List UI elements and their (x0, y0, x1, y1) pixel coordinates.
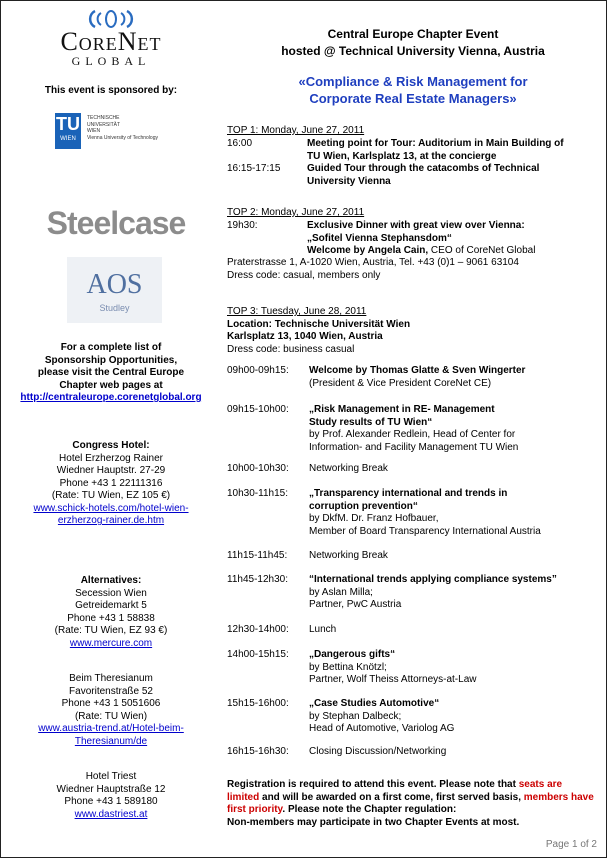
document-page: CoreNet GLOBAL This event is sponsored by: TU WIEN TECHNISCHE UNIVERSITÄT WIEN Vienna University of Technology Steelcase AOS Studley For a complete list of Sponsorship Opportunities, please visit the Central Europe Chapter web pages at http://centraleurope.corenetglobal.org Congress Hotel: Hotel Erzherzog Rainer Wiedner Hauptstr. 27-29 Phone +43 1 22111316 (Rate: TU Wien, EZ 105 €) www.schick-hotels.com/hotel-wien- erzherzog-rainer.de.htm Alternatives: Secession Wien Getreidemarkt 5 Phone +43 1 58838 (Rate: TU Wien, EZ 93 €) www.mercure.com Beim Theresianum Favoritenstraße 52 Phone +43 1 5051606 (Rate: TU Wien) www.austria-trend.at/Hotel-beim- Theresianum/de Hotel Triest Wiedner Hauptstraße 12 Phone +43 1 589180 www.dastriest.at Central Europe Chapter Event hosted @ Technical University Vienna, Austria «Compliance & Risk Management for Corporate Real Estate Managers» TOP 1: Monday, June 27, 2011 16:00 Meeting point for Tour: Auditorium in Main Building of TU Wien, Karlsplatz 13, at the concierge 16:15-17:15 Guided Tour through the catacombs of Technical University Vienna TOP 2: Monday, June 27, 2011 19h30: Exclusive Dinner with great view over Vienna: „Sofitel Vienna Stephansdom“ Welcome by Angela Cain, CEO of CoreNet Global Praterstrasse 1, A-1020 Wien, Austria, Tel. +43 (0)1 – 9061 63104 Dress code: casual, members only TOP 3: Tuesday, June 28, 2011 Location: Technische Universität Wien Karlsplatz 13, 1040 Wien, Austria Dress code: business casual 09h00-09h15: Welcome by Thomas Glatte & Sven Wingerter (President & Vice President CoreNet CE) 09h15-10h00: „Risk Management in RE- Management Study results of TU Wien“ by Prof. Alexander Redlein, Head of Center for Information- and Facility Management TU Wien 10h00-10h30: Networking Break 10h30-11h15: „Transparency international and trends in corruption prevention“ by DkfM. Dr. Franz Hofbauer, Member of Board Transparency International Austria 11h15-11h45: Networking Break 11h45-12h30: “International trends applying compliance systems” by Aslan Milla; Partner, PwC Austria 12h30-14h00: Lunch 14h00-15h15: „Dangerous gifts“ by Bettina Knötzl; Partner, Wolf Theiss Attorneys-at-Law 15h15-16h00: „Case Studies Automotive“ by Stephan Dalbeck; Head of Automotive, Variolog AG 16h15-16h30: Closing Discussion/Networking Registration is required to attend this event. Please note that seats are limited and will be awarded on a first come, first served basis, members have first priority. Please note the Chapter regulation: Non-members may participate in two Chapter Events at most. Page 1 of 2 (0, 0, 607, 858)
registration-note: Registration is required to attend this event. Please note that seats are limited and will be awarded on a first come, first served basis, members have first priority. Please note the Chapter regulation: Non-members may participate in two Chapter Events at most. (227, 779, 594, 828)
sponsorship-info: For a complete list of Sponsorship Opportunities, please visit the Central Europe Chapter web pages at http://centraleurope.corenetglobal.org (11, 342, 211, 405)
triest-link[interactable]: www.dastriest.at (74, 808, 148, 820)
top1-section (227, 125, 599, 187)
theresianum-link[interactable]: www.austria-trend.at/Hotel-beim- Theresianum/de (38, 723, 184, 747)
chapter-web-link[interactable]: http://centraleurope.corenetglobal.org (20, 392, 202, 403)
congress-hotel: Congress Hotel: Hotel Erzherzog Rainer Wiedner Hauptstr. 27-29 Phone +43 1 22111316 (Rate: TU Wien, EZ 105 €) www.schick-hotels.com/hotel-wien- erzherzog-rainer.de.htm (11, 440, 211, 528)
alternative-hotels: Alternatives: Secession Wien Getreidemarkt 5 Phone +43 1 58838 (Rate: TU Wien, EZ 93 €) www.mercure.com (11, 575, 211, 650)
mercure-link[interactable]: www.mercure.com (69, 637, 153, 649)
corenet-subtitle: GLOBAL (71, 54, 151, 68)
page-number: Page 1 of 2 (545, 839, 597, 850)
top1-item: 16:00 Meeting point for Tour: Auditorium in Main Building of TU Wien, Karlsplatz 13, at the concierge (227, 138, 564, 162)
top2-heading: TOP 2: Monday, June 27, 2011 (227, 207, 365, 218)
tu-logo-text: TECHNISCHE UNIVERSITÄT WIEN Vienna University of Technology (87, 115, 158, 141)
tu-logo-box: TU WIEN (55, 113, 81, 149)
top1-item: 16:15-17:15 Guided Tour through the catacombs of Technical University Vienna (227, 163, 540, 187)
corenet-logo (51, 7, 171, 69)
steelcase-logo: Steelcase (46, 205, 186, 241)
top3-heading: TOP 3: Tuesday, June 28, 2011 (227, 306, 367, 317)
hotel-theresianum: Beim Theresianum Favoritenstraße 52 Phone +43 1 5051606 (Rate: TU Wien) www.austria-trend.at/Hotel-beim- Theresianum/de (11, 673, 211, 748)
top2-section: TOP 2: Monday, June 27, 2011 19h30: Exclusive Dinner with great view over Vienna: „Sofitel Vienna Stephansdom“ Welcome by Angela Cain, CEO of CoreNet Global Praterstrasse 1, A-1020 Wien, Austria, Tel. +43 (0)1 – 9061 63104 Dress code: casual, members only (227, 207, 599, 220)
event-title: Central Europe Chapter Event hosted @ Technical University Vienna, Austria (281, 27, 545, 58)
congress-hotel-heading: Congress Hotel: (72, 440, 150, 451)
tu-wien-logo (55, 113, 185, 149)
hotel-rainer-link[interactable]: www.schick-hotels.com/hotel-wien- erzherzog-rainer.de.htm (33, 502, 189, 526)
sponsor-heading: This event is sponsored by: (44, 85, 178, 96)
top3-section: TOP 3: Tuesday, June 28, 2011 Location: Technische Universität Wien Karlsplatz 13, 1040 Wien, Austria Dress code: business casual (227, 306, 599, 356)
hotel-triest: Hotel Triest Wiedner Hauptstraße 12 Phone +43 1 589180 www.dastriest.at (11, 771, 211, 821)
corenet-brand: CoreNet (60, 27, 162, 56)
aos-studley-logo: AOS Studley (67, 257, 162, 323)
top1-heading: TOP 1: Monday, June 27, 2011 (227, 125, 365, 136)
alternatives-heading: Alternatives: (80, 575, 142, 586)
event-subtitle: «Compliance & Risk Management for Corporate Real Estate Managers» (298, 74, 528, 106)
